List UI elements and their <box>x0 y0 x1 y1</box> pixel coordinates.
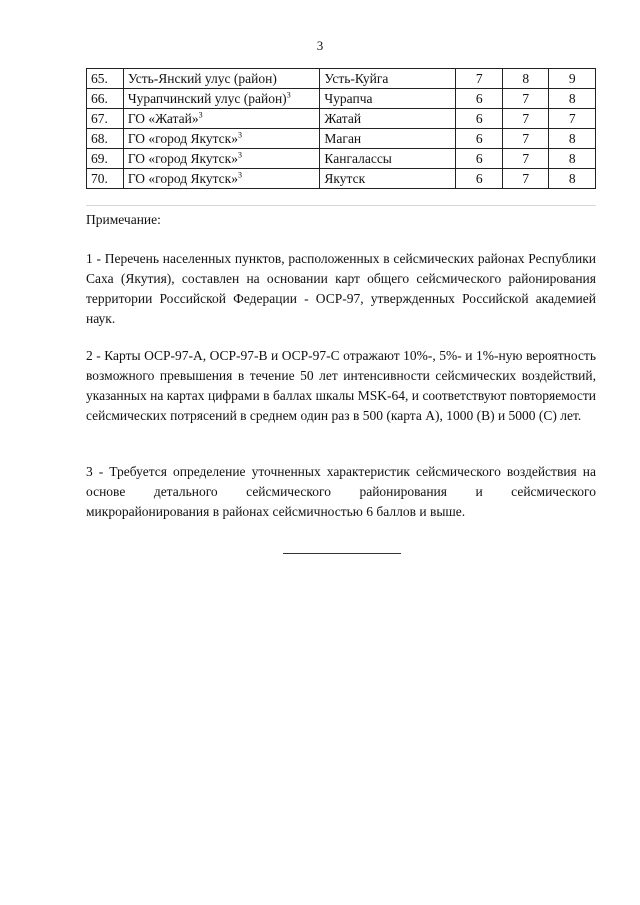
intensity-b-cell <box>502 129 549 149</box>
region-cell-text: Чурапчинский улус (район) <box>127 90 287 106</box>
settlement-cell-text: Чурапча <box>324 90 373 106</box>
footnote-reference: 3 <box>237 170 242 179</box>
intensity-b-cell-text: 7 <box>522 150 530 166</box>
intensity-a-cell <box>456 89 503 109</box>
intensity-c-cell <box>549 109 596 129</box>
row-number-cell <box>87 149 124 169</box>
settlement-cell-text: Кангалассы <box>324 150 392 166</box>
row-number-cell <box>87 89 124 109</box>
intensity-b-cell <box>502 109 549 129</box>
region-cell-text: ГО «город Якутск» <box>127 130 238 146</box>
intensity-c-cell <box>549 129 596 149</box>
seismic-settlements-table <box>86 68 596 189</box>
page-number: 3 <box>316 38 324 53</box>
settlement-cell <box>320 109 456 129</box>
row-number-cell <box>87 169 124 189</box>
intensity-a-cell <box>456 69 503 89</box>
intensity-b-cell-text: 7 <box>522 90 530 106</box>
intensity-c-cell-text: 8 <box>568 150 576 166</box>
intensity-a-cell-text: 6 <box>475 90 483 106</box>
intensity-b-cell <box>502 69 549 89</box>
intensity-a-cell-text: 6 <box>475 110 483 126</box>
intensity-c-cell-text: 9 <box>568 70 576 86</box>
settlement-cell <box>320 149 456 169</box>
settlement-cell-text: Якутск <box>324 170 366 186</box>
intensity-a-cell <box>456 129 503 149</box>
row-number-cell <box>87 69 124 89</box>
intensity-b-cell <box>502 169 549 189</box>
separator-line <box>86 205 596 206</box>
notes-title: Примечание: <box>86 212 161 227</box>
intensity-b-cell-text: 7 <box>522 130 530 146</box>
region-cell-text: ГО «город Якутск» <box>127 170 238 186</box>
intensity-c-cell-text: 7 <box>568 110 576 126</box>
intensity-c-cell-text: 8 <box>568 170 576 186</box>
intensity-b-cell-text: 7 <box>522 170 530 186</box>
table-row <box>87 109 596 129</box>
note-3: 3 - Требуется определение уточненных характеристик сейсмического воздействия на основе детального сейсмического районирования и сейсмического микрорайонирования в районах сейсмичностью 6 баллов и выше. <box>86 464 596 519</box>
region-cell-text: ГО «Жатай» <box>127 110 199 126</box>
intensity-a-cell <box>456 109 503 129</box>
settlement-cell <box>320 89 456 109</box>
end-rule <box>283 553 401 554</box>
region-cell <box>123 149 320 169</box>
table-row <box>87 129 596 149</box>
intensity-c-cell <box>549 149 596 169</box>
row-number-cell-text: 65. <box>91 70 108 86</box>
settlement-cell <box>320 129 456 149</box>
region-cell-text: Усть-Янский улус (район) <box>127 70 277 86</box>
intensity-c-cell <box>549 69 596 89</box>
intensity-a-cell-text: 7 <box>475 70 483 86</box>
table-row <box>87 169 596 189</box>
intensity-b-cell <box>502 149 549 169</box>
intensity-c-cell <box>549 169 596 189</box>
region-cell <box>123 129 320 149</box>
row-number-cell-text: 70. <box>91 170 108 186</box>
table-row <box>87 69 596 89</box>
intensity-a-cell-text: 6 <box>475 130 483 146</box>
note-2: 2 - Карты ОСР-97-А, ОСР-97-В и ОСР-97-С отражают 10%-, 5%- и 1%-ную вероятность возможного превышения в течение 50 лет интенсивности сейсмических воздействий, указанных на картах цифрами в баллах шкалы MSK-64, и соответствуют повторяемости сейсмических потрясений в среднем один раз в 500 (карта А), 1000 (В) и 5000 (С) лет. <box>86 348 596 423</box>
row-number-cell <box>87 129 124 149</box>
footnote-reference: 3 <box>237 150 242 159</box>
settlement-cell-text: Усть-Куйга <box>324 70 389 86</box>
intensity-b-cell-text: 7 <box>522 110 530 126</box>
intensity-a-cell <box>456 169 503 189</box>
row-number-cell-text: 69. <box>91 150 108 166</box>
intensity-b-cell <box>502 89 549 109</box>
settlement-cell-text: Жатай <box>324 110 362 126</box>
row-number-cell <box>87 109 124 129</box>
intensity-a-cell-text: 6 <box>475 170 483 186</box>
region-cell <box>123 89 320 109</box>
table-row <box>87 89 596 109</box>
footnote-reference: 3 <box>198 110 203 119</box>
intensity-c-cell <box>549 89 596 109</box>
note-1: 1 - Перечень населенных пунктов, расположенных в сейсмических районах Республики Саха (Якутия), составлен на основании карт общего сейсмического районирования территории Российской Федерации - ОСР-97, утвержденных Российской академией наук. <box>86 251 596 326</box>
intensity-b-cell-text: 8 <box>522 70 530 86</box>
intensity-a-cell <box>456 149 503 169</box>
settlement-cell <box>320 69 456 89</box>
row-number-cell-text: 68. <box>91 130 108 146</box>
intensity-a-cell-text: 6 <box>475 150 483 166</box>
row-number-cell-text: 66. <box>91 90 108 106</box>
row-number-cell-text: 67. <box>91 110 108 126</box>
footnote-reference: 3 <box>237 130 242 139</box>
intensity-c-cell-text: 8 <box>568 130 576 146</box>
settlement-cell <box>320 169 456 189</box>
intensity-c-cell-text: 8 <box>568 90 576 106</box>
footnote-reference: 3 <box>286 90 291 99</box>
region-cell <box>123 109 320 129</box>
settlement-cell-text: Маган <box>324 130 362 146</box>
region-cell <box>123 69 320 89</box>
region-cell-text: ГО «город Якутск» <box>127 150 238 166</box>
table-row <box>87 149 596 169</box>
region-cell <box>123 169 320 189</box>
